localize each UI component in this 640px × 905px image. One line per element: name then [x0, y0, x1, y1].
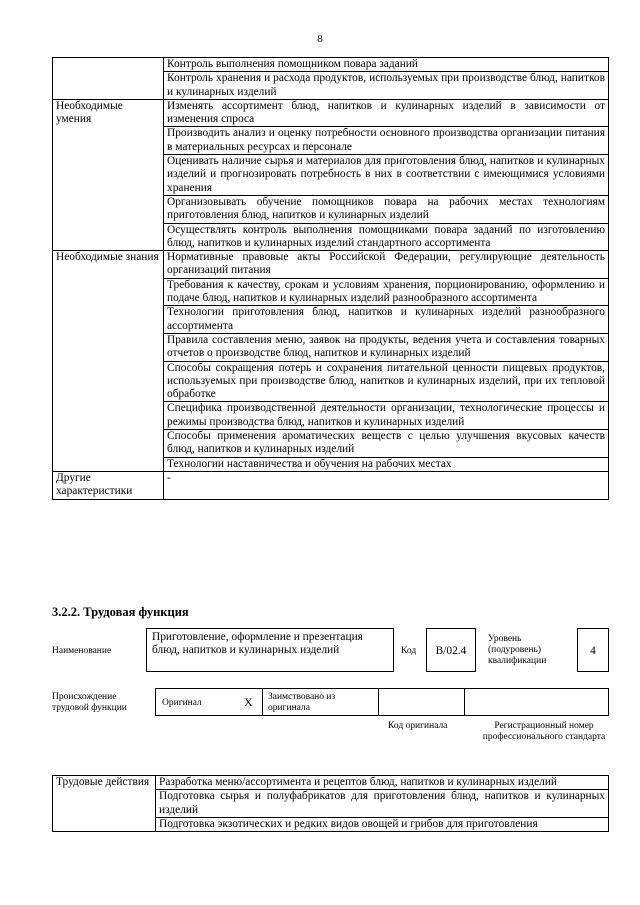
- function-name-value: Приготовление, оформление и презентация блюд, напитков и кулинарных изделий: [146, 628, 394, 672]
- row-item: Нормативные правовые акты Российской Федерации, регулирующие деятельность организаций питания: [164, 251, 609, 279]
- row-item: Технологии наставничества и обучения на рабочих местах: [164, 457, 609, 471]
- function-code-value: B/02.4: [426, 628, 476, 672]
- row-item: Подготовка сырья и полуфабрикатов для приготовления блюд, напитков и кулинарных изделий: [156, 790, 609, 818]
- original-mark: X: [244, 695, 253, 709]
- row-item: Производить анализ и оценку потребности основного производства организации питания в материальных ресурсах и персонале: [164, 127, 609, 155]
- row-item: Изменять ассортимент блюд, напитков и кулинарных изделий в зависимости от изменения спроса: [164, 99, 609, 127]
- level-value: 4: [577, 628, 609, 672]
- row-item: Способы сокращения потерь и сохранения питательной ценности пищевых продуктов, используемых при производстве блюд, напитков и кулинарных изделий, при их тепловой обработке: [164, 361, 609, 402]
- divider: [464, 689, 465, 715]
- row-label: Трудовые действия: [53, 776, 156, 832]
- skills-knowledge-table: [52, 57, 609, 500]
- row-item: Подготовка экзотических и редких видов овощей и грибов для приготовления: [156, 817, 609, 831]
- row-label: Другие характеристики: [53, 471, 164, 499]
- row-item: Специфика производственной деятельности организации, технологические процессы и режимы производства блюд, напитков и кулинарных изделий: [164, 402, 609, 430]
- table-row: [53, 251, 609, 279]
- origin-grid: [155, 688, 609, 716]
- row-item: Контроль выполнения помощником повара заданий: [164, 58, 609, 72]
- origin-label: Происхождение трудовой функции: [52, 692, 127, 713]
- row-label: [53, 58, 164, 100]
- row-item: -: [164, 471, 609, 499]
- page-number: 8: [317, 33, 323, 45]
- code-original-caption: Код оригинала: [388, 721, 448, 731]
- row-item: Разработка меню/ассортимента и рецептов блюд, напитков и кулинарных изделий: [156, 776, 609, 790]
- original-label: Оригинал: [162, 698, 202, 708]
- divider: [262, 689, 263, 715]
- row-item: Контроль хранения и расхода продуктов, используемых при производстве блюд, напитков и кулинарных изделий: [164, 72, 609, 100]
- section-title: 3.2.2. Трудовая функция: [52, 605, 189, 619]
- divider: [378, 689, 379, 715]
- table-row: [53, 99, 609, 127]
- row-item: Правила составления меню, заявок на продукты, ведения учета и составления товарных отчетов о производстве блюд, напитков и кулинарных изделий: [164, 333, 609, 361]
- name-label: Наименование: [52, 646, 112, 656]
- row-item: Технологии приготовления блюд, напитков и кулинарных изделий разнообразного ассортимента: [164, 306, 609, 334]
- row-item: Осуществлять контроль выполнения помощниками повара заданий по изготовлению блюд, напитков и кулинарных изделий стандартного ассортимента: [164, 223, 609, 251]
- row-label: Необходимые умения: [53, 99, 164, 250]
- table-row: [53, 776, 609, 790]
- row-label: Необходимые знания: [53, 251, 164, 472]
- table-row: [53, 58, 609, 72]
- row-item: Организовывать обучение помощников повара на рабочих местах технологиям приготовления блюд, напитков и кулинарных изделий: [164, 195, 609, 223]
- row-item: Способы применения ароматических веществ с целью улучшения вкусовых качеств блюд, напитков и кулинарных изделий: [164, 430, 609, 458]
- row-item: Требования к качеству, срокам и условиям хранения, порционированию, оформлению и подаче блюд, напитков и кулинарных изделий разнообразного ассортимента: [164, 278, 609, 306]
- labor-actions-table: [52, 775, 609, 832]
- row-item: Оценивать наличие сырья и материалов для приготовления блюд, напитков и кулинарных изделий и прогнозировать потребность в них в соответствии с имеющимися условиями хранения: [164, 155, 609, 196]
- table-row: [53, 471, 609, 499]
- level-label: Уровень (подуровень) квалификации: [488, 634, 547, 666]
- registration-caption: Регистрационный номер профессионального стандарта: [482, 721, 606, 742]
- code-label: Код: [401, 646, 417, 656]
- borrowed-label: Заимствовано из оригинала: [268, 692, 336, 713]
